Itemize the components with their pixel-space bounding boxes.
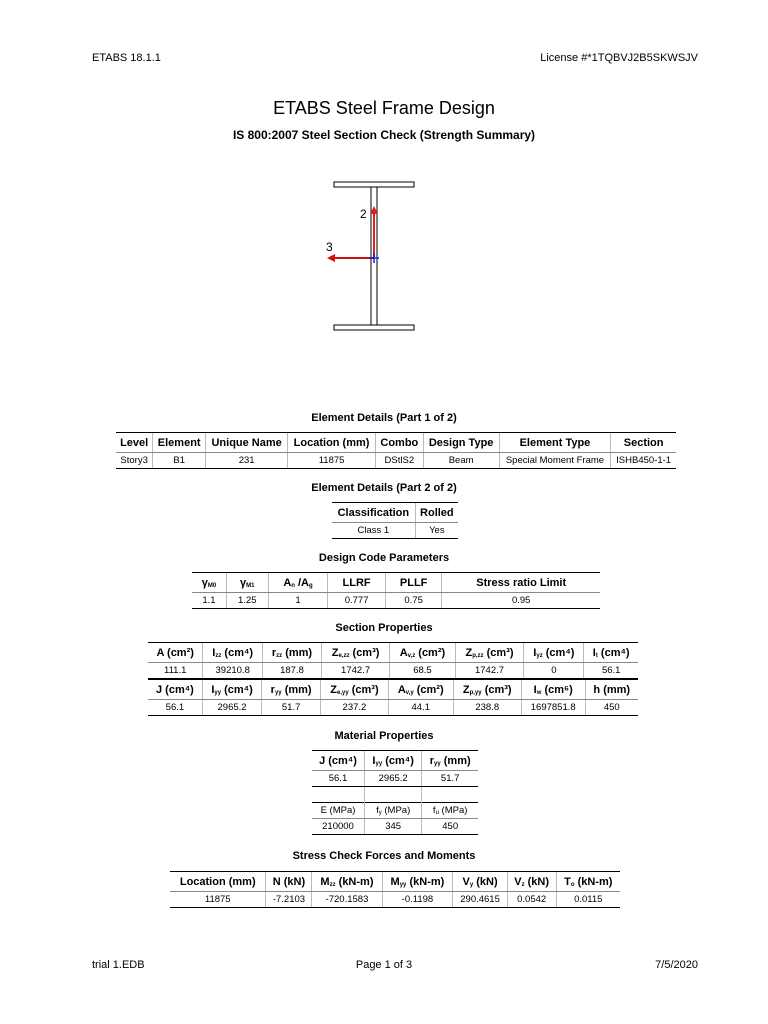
table-row: [192, 593, 600, 609]
header-cell: J (cm⁴): [148, 680, 202, 700]
table-cell: 0.777: [328, 593, 386, 609]
table-cell: 450: [422, 819, 478, 835]
header-cell: A (cm²): [148, 643, 203, 663]
header-cell: Design Type: [423, 433, 499, 453]
header-cell: LLRF: [328, 573, 386, 593]
header-cell: $I_{yy}$ (cm⁴): [202, 680, 261, 700]
table-cell: 1697851.8: [521, 700, 585, 716]
table-cell: Beam: [423, 453, 499, 469]
table-cell: ISHB450-1-1: [611, 453, 676, 469]
header-cell: $Z_{e,zz}$ (cm³): [321, 643, 389, 663]
table-cell: 68.5: [390, 663, 455, 679]
top-flange: [334, 182, 414, 187]
table-cell: 0.0542: [507, 892, 556, 908]
table-cell: -720.1583: [312, 892, 382, 908]
header-license: License #*1TQBVJ2B5SKWSJV: [540, 52, 698, 64]
header-cell: $Z_{e,yy}$ (cm³): [321, 680, 389, 700]
table-cell: 111.1: [148, 663, 203, 679]
header-cell: Stress ratio Limit: [442, 573, 600, 593]
header-cell: E (MPa): [312, 803, 364, 819]
header-cell: $V_z$ (kN): [507, 872, 556, 892]
design-code-table: [192, 572, 600, 609]
header-cell: Element: [153, 433, 206, 453]
table-cell: 0.75: [385, 593, 442, 609]
table-cell: Yes: [415, 523, 458, 539]
table-cell: 11875: [288, 453, 376, 469]
table-cell: Story3: [116, 453, 153, 469]
header-cell: $I_{zz}$ (cm⁴): [203, 643, 263, 663]
header-cell: Combo: [376, 433, 424, 453]
header-cell: Unique Name: [206, 433, 288, 453]
table-cell: Special Moment Frame: [499, 453, 611, 469]
header-cell: $T_o$ (kN-m): [556, 872, 620, 892]
table-cell: 11875: [170, 892, 266, 908]
table-cell: 51.7: [422, 771, 478, 787]
material-properties-title: Material Properties: [334, 730, 434, 742]
table-cell: 2965.2: [202, 700, 261, 716]
element-details-1-table: [116, 432, 676, 469]
table-cell: 1.25: [226, 593, 268, 609]
table-row: [170, 892, 620, 908]
table-cell: 56.1: [312, 771, 364, 787]
header-cell: $Z_{p,yy}$ (cm³): [453, 680, 521, 700]
table-cell: 210000: [312, 819, 364, 835]
header-cell: $I_{yz}$ (cm⁴): [524, 643, 584, 663]
stress-check-table: [170, 871, 620, 908]
table-row: [116, 453, 676, 469]
header-cell: Location (mm): [288, 433, 376, 453]
table-cell: 1: [268, 593, 328, 609]
table-cell: 2965.2: [364, 771, 421, 787]
table-row: [148, 700, 638, 716]
section-properties-table-2: [148, 679, 638, 716]
axis-3-label: 3: [326, 240, 333, 254]
table-cell: 290.4615: [453, 892, 507, 908]
table-header-row: [148, 680, 638, 700]
header-cell: $r_{yy}$ (mm): [422, 751, 478, 771]
header-cell: Location (mm): [170, 872, 266, 892]
table-cell: 231: [206, 453, 288, 469]
table-row: [148, 663, 638, 679]
header-cell: $I_w$ (cm⁶): [521, 680, 585, 700]
table-cell: -7.2103: [266, 892, 312, 908]
material-properties-table: [312, 750, 478, 835]
report-title: ETABS Steel Frame Design: [273, 98, 495, 118]
header-cell: $f_u$ (MPa): [422, 803, 478, 819]
table-cell: 56.1: [148, 700, 202, 716]
table-row: [312, 819, 478, 835]
spacer-row: [312, 787, 478, 803]
header-cell: Rolled: [415, 503, 458, 523]
header-cell: $I_{yy}$ (cm⁴): [364, 751, 421, 771]
table-header-row: [192, 573, 600, 593]
header-app-version: ETABS 18.1.1: [92, 52, 161, 64]
element-details-2-title: Element Details (Part 2 of 2): [311, 482, 457, 494]
header-cell: h (mm): [585, 680, 638, 700]
stress-check-title: Stress Check Forces and Moments: [292, 850, 476, 862]
table-cell: 1.1: [192, 593, 226, 609]
footer-filename: trial 1.EDB: [92, 959, 145, 971]
table-cell: 0: [524, 663, 584, 679]
i-section-diagram: [320, 176, 430, 336]
table-cell: 1742.7: [321, 663, 389, 679]
header-cell: $Z_{p,zz}$ (cm³): [455, 643, 524, 663]
table-row: [332, 523, 458, 539]
table-cell: -0.1198: [382, 892, 453, 908]
header-cell: $\gamma_{M0}$: [192, 573, 226, 593]
table-header-row: [170, 872, 620, 892]
header-cell: $r_{zz}$ (mm): [263, 643, 322, 663]
table-cell: 1742.7: [455, 663, 524, 679]
table-cell: 237.2: [321, 700, 389, 716]
table-cell: 238.8: [453, 700, 521, 716]
table-cell: 0.95: [442, 593, 600, 609]
bottom-flange: [334, 325, 414, 330]
table-cell: Class 1: [332, 523, 415, 539]
axis-2-label: 2: [360, 207, 367, 221]
table-header-row: [116, 433, 676, 453]
section-properties-title: Section Properties: [335, 622, 433, 634]
table-header-row: [312, 803, 478, 819]
header-cell: $M_{zz}$ (kN-m): [312, 872, 382, 892]
header-cell: J (cm⁴): [312, 751, 364, 771]
header-cell: Section: [611, 433, 676, 453]
header-cell: $A_{v,y}$ (cm²): [388, 680, 453, 700]
header-cell: N (kN): [266, 872, 312, 892]
table-cell: 187.8: [263, 663, 322, 679]
element-details-1-title: Element Details (Part 1 of 2): [311, 412, 457, 424]
axis-3-arrowhead: [327, 254, 335, 262]
header-cell: Classification: [332, 503, 415, 523]
header-cell: Level: [116, 433, 153, 453]
header-cell: $I_t$ (cm⁴): [584, 643, 638, 663]
table-cell: 44.1: [388, 700, 453, 716]
header-cell: $\gamma_{M1}$: [226, 573, 268, 593]
header-cell: $M_{yy}$ (kN-m): [382, 872, 453, 892]
header-cell: $A_{v,z}$ (cm²): [390, 643, 455, 663]
header-cell: $V_y$ (kN): [453, 872, 507, 892]
table-cell: DStlS2: [376, 453, 424, 469]
footer-page-number: Page 1 of 3: [355, 959, 413, 971]
header-cell: $A_n$ $/A_g$: [268, 573, 328, 593]
header-cell: Element Type: [499, 433, 611, 453]
section-properties-table-1: [148, 642, 638, 679]
table-cell: 39210.8: [203, 663, 263, 679]
table-cell: B1: [153, 453, 206, 469]
design-code-title: Design Code Parameters: [318, 552, 450, 564]
table-header-row: [332, 503, 458, 523]
header-cell: $r_{yy}$ (mm): [262, 680, 321, 700]
table-cell: 0.0115: [556, 892, 620, 908]
report-subtitle: IS 800:2007 Steel Section Check (Strength Summary): [232, 128, 536, 142]
header-cell: PLLF: [385, 573, 442, 593]
table-cell: 450: [585, 700, 638, 716]
element-details-2-table: [332, 502, 458, 539]
table-cell: 345: [364, 819, 421, 835]
table-row: [312, 771, 478, 787]
table-header-row: [148, 643, 638, 663]
table-header-row: [312, 751, 478, 771]
table-cell: 56.1: [584, 663, 638, 679]
footer-date: 7/5/2020: [655, 959, 698, 971]
header-cell: $f_y$ (MPa): [364, 803, 421, 819]
table-cell: 51.7: [262, 700, 321, 716]
